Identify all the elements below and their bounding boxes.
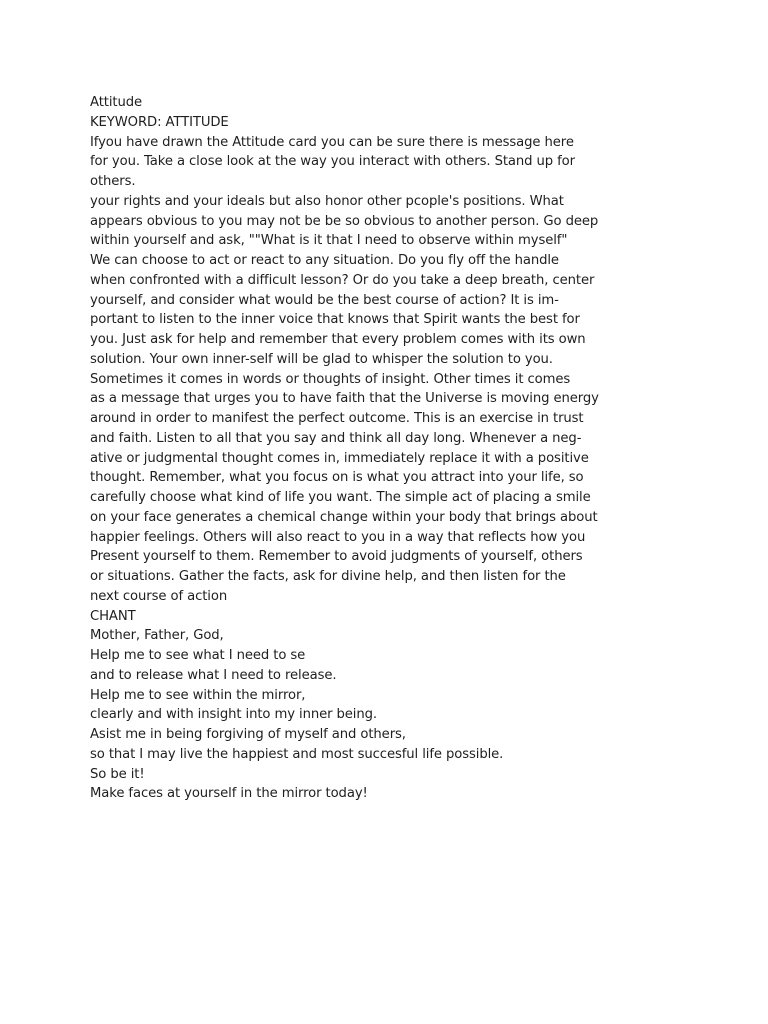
- text-line: and faith. Listen to all that you say and think all day long. Whenever a neg-: [90, 430, 582, 446]
- text-line: Attitude: [90, 95, 143, 110]
- text-line: Help me to see within the mirror,: [90, 687, 306, 703]
- text-line: Ifyou have drawn the Attitude card you can be sure there is message here: [90, 134, 574, 150]
- text-line: when confronted with a difficult lesson? Or do you take a deep breath, center: [90, 272, 595, 288]
- text-line: ative or judgmental thought comes in, immediately replace it with a positive: [90, 450, 589, 466]
- text-line: your rights and your ideals but also honor other pcople's positions. What: [90, 193, 564, 209]
- text-line: KEYWORD: ATTITUDE: [90, 114, 229, 130]
- text-line: as a message that urges you to have faith that the Universe is moving energy: [90, 391, 599, 407]
- text-line: within yourself and ask, ""What is it that I need to observe within myself": [90, 233, 568, 249]
- text-line: Asist me in being forgiving of myself and others,: [90, 727, 406, 742]
- text-line: appears obvious to you may not be be so obvious to another person. Go deep: [90, 213, 599, 229]
- text-line: portant to listen to the inner voice that knows that Spirit wants the best for: [90, 312, 580, 328]
- text-line: and to release what I need to release.: [90, 667, 337, 683]
- text-line: So be it!: [90, 766, 145, 782]
- text-line: solution. Your own inner-self will be glad to whisper the solution to you.: [90, 351, 553, 367]
- text-line: yourself, and consider what would be the best course of action? It is im-: [90, 292, 559, 308]
- text-line: Make faces at yourself in the mirror today!: [90, 786, 368, 802]
- text-line: so that I may live the happiest and most succesful life possible.: [90, 746, 504, 762]
- text-line: you. Just ask for help and remember that every problem comes with its own: [90, 332, 586, 347]
- text-line: for you. Take a close look at the way you interact with others. Stand up for: [90, 154, 575, 170]
- text-line: thought. Remember, what you focus on is what you attract into your life, so: [90, 470, 584, 486]
- text-line: carefully choose what kind of life you want. The simple act of placing a smile: [90, 490, 591, 505]
- text-line: on your face generates a chemical change within your body that brings about: [90, 509, 598, 525]
- text-line: Help me to see what I need to se: [90, 648, 306, 663]
- text-line: Mother, Father, God,: [90, 628, 224, 644]
- text-line: Sometimes it comes in words or thoughts of insight. Other times it comes: [90, 371, 571, 387]
- text-line: CHANT: [90, 608, 136, 624]
- text-line: around in order to manifest the perfect outcome. This is an exercise in trust: [90, 411, 584, 426]
- text-line: happier feelings. Others will also react to you in a way that reflects how you: [90, 529, 586, 545]
- text-line: clearly and with insight into my inner being.: [90, 707, 377, 723]
- document-text: [90, 93, 690, 804]
- text-line: others.: [90, 174, 136, 189]
- text-line: or situations. Gather the facts, ask for divine help, and then listen for the: [90, 569, 566, 584]
- text-line: next course of action: [90, 588, 228, 604]
- text-line: We can choose to act or react to any situation. Do you fly off the handle: [90, 253, 559, 268]
- text-line: Present yourself to them. Remember to avoid judgments of yourself, others: [90, 549, 583, 565]
